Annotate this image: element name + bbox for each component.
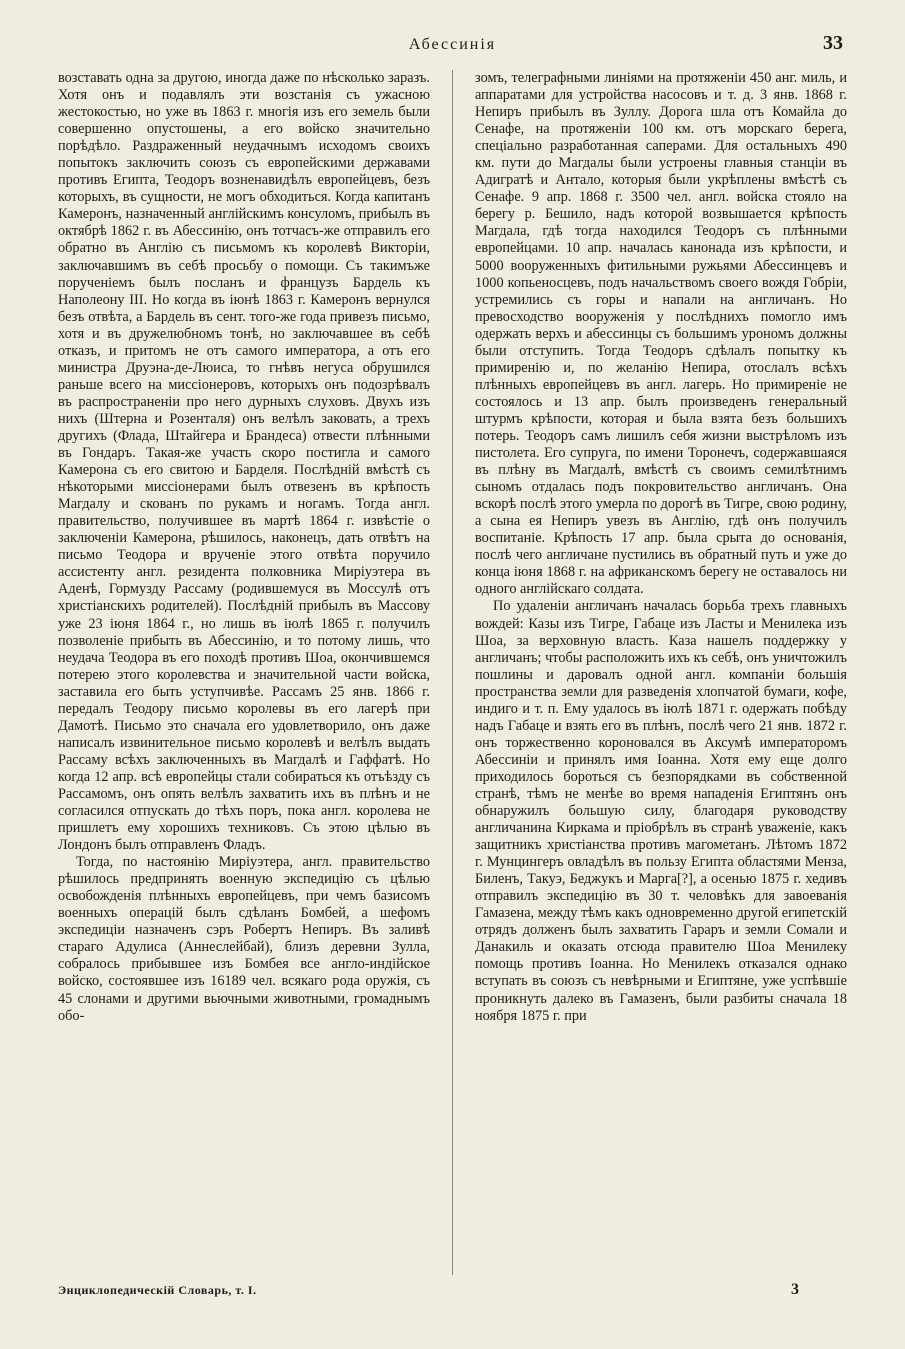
right-column xyxy=(475,70,847,1275)
column-divider xyxy=(452,70,453,1275)
left-column xyxy=(58,70,430,1275)
page-number: 33 xyxy=(823,32,843,54)
right-paragraph-1: зомъ, телеграфными линіями на протяженіи 450 анг. миль, и аппаратами для устройства насосовъ и т. д. 3 янв. 1868 г. Непиръ прибылъ въ Зуллу. Дорога шла отъ Комайла до Сенафе, на протяженіи 100 км. отъ морскаго берега, спеціально разработанная саперами. Для остальныхъ 490 км. пути до Магдалы были устроены главныя станціи въ Адигратѣ и Анталo, которыя были укрѣплены вмѣстѣ съ Сенафе. 9 апр. 1868 г. 3500 чел. англ. войска стояло на берегу р. Бешило, надъ которой возвышается крѣпость Магдала, гдѣ тогда находился Теодоръ съ плѣнными европейцами. 10 апр. началась канонада изъ крѣпости, и 5000 вооруженныхъ фитильными ружьями Абессинцевъ и 1000 копьеносцевъ, подъ начальствомъ своего вождя Гобріи, устремились съ горы и напали на англичанъ. Но превосходство вооруженія у послѣднихъ помогло имъ одержать верхъ и абессинцы съ большимъ урономъ должны были отступить. Тогда Теодоръ сдѣлалъ попытку къ примиренію и, по желанію Непира, отослалъ всѣхъ плѣнныхъ европейцевъ въ англ. лагерь. Но примиреніе не состоялось и 13 апр. былъ произведенъ генеральный штурмъ крѣпости, которая и была взята безъ большихъ потерь. Теодоръ самъ лишилъ себя жизни выстрѣломъ изъ пистолета. Его супруга, по имени Торонечъ, содержавшаяся въ плѣну въ Магдалѣ, вмѣстѣ съ своимъ семилѣтнимъ сыномъ отдалась подъ покровительство англичанъ. Она вскорѣ послѣ этого умерла по дорогѣ въ Тигре, свою родину, а сына ея Непиръ увезъ въ Англію, гдѣ онъ получилъ воспитаніе. Крѣпость 17 апр. была срыта до основанія, послѣ чего англичане пустились въ обратный путь и уже до конца іюня 1868 г. на африканскомъ берегу не оставалось ни одного англійскаго солдата. xyxy=(475,70,847,598)
signature-mark: 3 xyxy=(791,1281,799,1298)
running-head xyxy=(40,32,865,60)
left-paragraph-1: возставать одна за другою, иногда даже по нѣсколько заразъ. Хотя онъ и подавлялъ эти возстанія съ ужасною жестокостью, но уже въ 1863 г. многія изъ его земель были совершенно опустошены, а его войско значительно порѣдѣло. Раздраженный неудачнымъ исходомъ своихъ попытокъ заключить союзъ съ европейскими державами противъ Египта, Теодоръ возненавидѣлъ европейцевъ, безъ которыхъ, въ сущности, не могъ обходиться. Когда капитанъ Камеронъ, назначенный англійскимъ консуломъ, прибылъ въ октябрѣ 1862 г. въ Абессинію, онъ тотчасъ-же отправилъ его обратно въ Англію съ письмомъ къ королевѣ Викторіи, заключавшимъ въ себѣ просьбу о помощи. Съ такимъже порученіемъ былъ посланъ и французъ Бардель къ Наполеону III. Но когда въ іюнѣ 1863 г. Камеронъ вернулся безъ отвѣта, а Бардель въ сент. того-же года привезъ письмо, хотя и въ дружелюбномъ тонѣ, но заключавшее въ себѣ отказъ, и притомъ не отъ самого императора, а отъ его министра Друэна-де-Люиса, то гнѣвъ негуса обрушился раньше всего на миссіонеровъ, которыхъ онъ подозрѣвалъ въ распространеніи про него дурныхъ слуховъ. Двухъ изъ нихъ (Штерна и Розенталя) онъ велѣлъ заковать, а трехъ другихъ (Флада, Штайгера и Брандеса) отвести плѣнными въ Гондаръ. Такая-же участь скоро постигла и самого Камерона съ его свитою и Барделя. Послѣдній вмѣстѣ съ нѣкоторыми миссіонерами былъ отвезенъ въ крѣпость Магдалу и скованъ по рукамъ и ногамъ. Тогда англ. правительство, получившее въ мартѣ 1864 г. извѣстіе о заключеніи Камерона, рѣшилось, наконецъ, дать отвѣтъ на письмо Теодора и врученіе этого отвѣта поручило ассистенту англ. резидента полковника Миріуэтера въ Аденѣ, Гормузду Рассаму (родившемуся въ Моссулѣ отъ христіанскихъ родителей). Послѣдній прибылъ въ Массову уже 23 іюня 1864 г., но лишь въ іюлѣ 1865 г. получилъ позволеніе прибыть въ Абессинію, и то потому лишь, что неудача Теодора въ его походѣ противъ Шоа, окончившемся потерею этого королевства и значительной части войска, заставила его быть уступчивѣе. Рассамъ 25 янв. 1866 г. передалъ Теодору письмо королевы въ его лагерѣ при Дамотѣ. Письмо это сначала его удовлетворило, онъ даже написалъ извинительное письмо королевѣ и велѣлъ выдать Рассаму всѣхъ заключенныхъ въ Магдалѣ и Гаффатѣ. Но когда 12 апр. всѣ европейцы стали собираться къ отъѣзду съ Рассамомъ, онъ опять велѣлъ захватить ихъ въ плѣнъ и не согласился отпускать до тѣхъ поръ, пока англ. королева не пришлетъ ему хорошихъ техниковъ. Съ этою цѣлью въ Лондонъ былъ отправленъ Фладъ. xyxy=(58,70,430,854)
left-paragraph-2: Тогда, по настоянію Миріуэтера, англ. правительство рѣшилось предпринять военную экспедицію съ цѣлью освобожденія плѣнныхъ европейцевъ, при чемъ базисомъ военныхъ операцій былъ сдѣланъ Бомбей, а шефомъ экспедиціи назначенъ сэръ Робертъ Непиръ. Въ заливѣ стараго Адулиса (Аннеслейбай), близъ деревни Зулла, собралось прибывшее изъ Бомбея все англо-индійское войско, состоявшее изъ 16189 чел. всякаго рода оружія, съ 45 слонами и другими вьючными животными, громаднымъ обо- xyxy=(58,854,430,1024)
footer-source: Энциклопедическій Словарь, т. I. xyxy=(58,1283,257,1297)
footer xyxy=(58,1283,847,1309)
right-paragraph-2: По удаленіи англичанъ началась борьба трехъ главныхъ вождей: Казы изъ Тигре, Габаце изъ Ласты и Менилека изъ Шоа, за верховную власть. Каза нашелъ поддержку у англичанъ; чтобы расположить ихъ къ себѣ, онъ уничтожилъ пошлины и даровалъ одной англ. компаніи большія пространства земли для разведенія хлопчатой бумаги, кофе, индиго и т. п. Ему удалось въ іюлѣ 1871 г. одержать побѣду надъ Габаце и взять его въ плѣнъ, послѣ чего 21 янв. 1872 г. онъ торжественно короновался въ Аксумѣ императоромъ Абессиніи и принялъ имя Іоанна. Хотя ему еще долго приходилось бороться съ безпорядками въ собственной странѣ, тѣмъ не менѣе во время нападенія Египтянъ онъ обнаружилъ большую силу, благодаря руководству англичанина Киркама и пріобрѣлъ въ странѣ уваженіе, какъ защитникъ христіанства противъ магометанъ. Лѣтомъ 1872 г. Мунцингеръ овладѣлъ въ пользу Египта областями Менза, Биленъ, Такуэ, Беджукъ и Маргa[?], а осенью 1875 г. хедивъ отправилъ экспедицію въ 30 т. человѣкъ для завоеванія Гамазена, между тѣмъ какъ одновременно другой египетскій отрядъ долженъ былъ захватить Гараръ и земли Сомали и Данакиль и оказать отсюда правителю Шоа Менилеку помощь противъ Іоанна. Но Менилекъ отказался однако вступать въ союзъ съ невѣрными и Египтяне, уже успѣвшіе проникнуть далеко въ Гамазенъ, были разбиты сначала 18 ноября 1875 г. при xyxy=(475,598,847,1024)
page-title: Абессинія xyxy=(408,36,497,53)
